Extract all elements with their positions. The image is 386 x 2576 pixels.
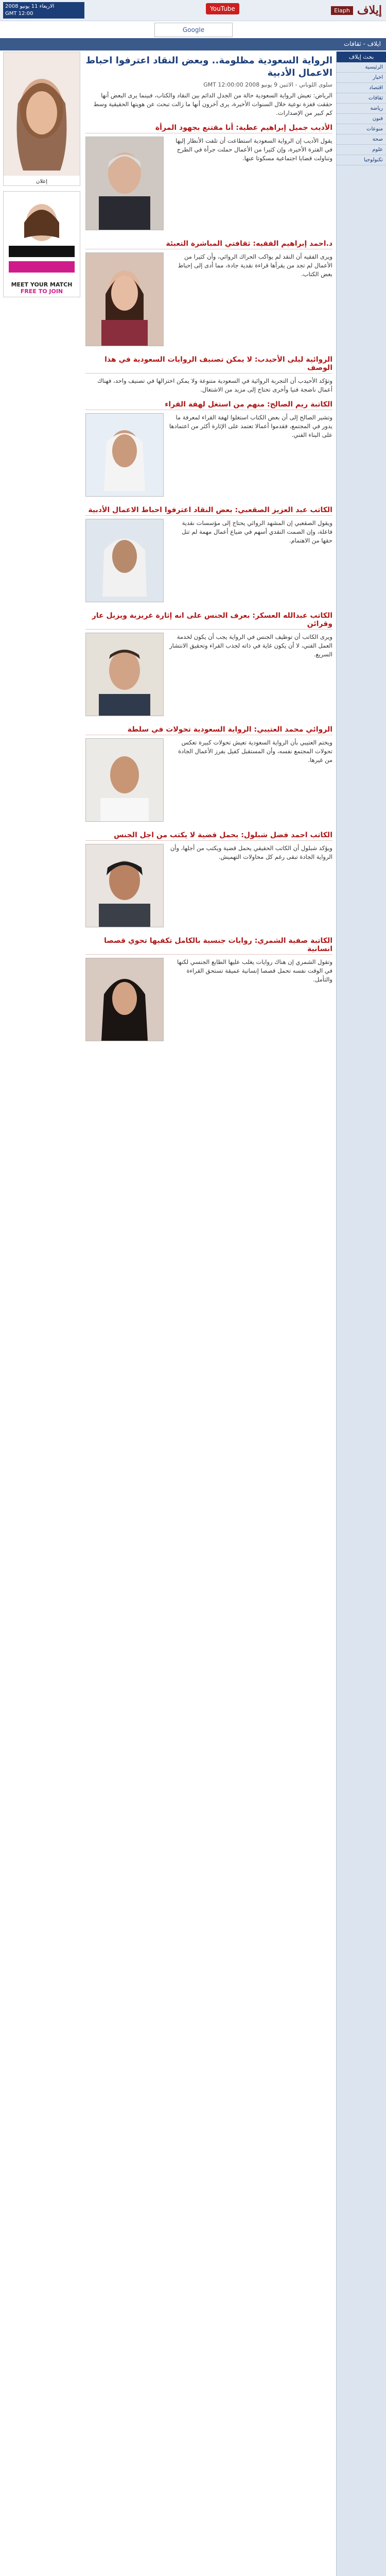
sidebar-item[interactable]: الرئيسية — [337, 62, 386, 73]
sidebar-head: بحث إيلاف — [337, 52, 386, 62]
article-meta: سلوى اللوباني - الاثنين 9 يونيو 2008 GMT 12:00:00 — [203, 81, 332, 88]
article-paragraph: ويختم العتيبي بأن الرواية السعودية تعيش تحولات كبيرة تعكس تحولات المجتمع نفسه، وأن المستقبل كفيل بفرز الأعمال الجادة من غيرها. — [178, 739, 332, 764]
article-paragraph: ويؤكد شبلول أن الكاتب الحقيقي يحمل قضية ويكتب من أجلها، وأن الرواية الجادة تبقى رغم كل محاولات التهميش. — [170, 844, 332, 860]
section-heading: الكاتبة ريم الصالح: منهم من استغل لهفة القراء — [85, 400, 332, 410]
author-photo — [85, 738, 164, 822]
section-heading: الكاتب احمد فضل شبلول: بحمل قضية لا يكتب من اجل الجنس — [85, 831, 332, 841]
sidebar-item[interactable]: تكنولوجيا — [337, 155, 386, 165]
ad-dating-image — [4, 192, 80, 279]
ad-woman-portrait[interactable] — [3, 52, 80, 186]
sidebar — [336, 52, 386, 2576]
section-heading: الروائي محمد العتيبي: الرواية السعودية تحولات في سلطة — [85, 725, 332, 735]
sidebar-item[interactable]: منوعات — [337, 124, 386, 134]
google-search-box[interactable]: Google — [154, 23, 233, 37]
ad-woman-portrait-image — [4, 52, 80, 176]
author-photo — [85, 519, 164, 602]
article-paragraph: ويقول الصقعبي إن المشهد الروائي يحتاج إلى مؤسسات نقدية فاعلة، وإن الصمت النقدي أسهم في ضياع أعمال مهمة لم تنل حقها من الاهتمام. — [182, 519, 332, 544]
brand-logo: إيلاف — [357, 4, 382, 17]
author-photo — [85, 633, 164, 716]
sidebar-item[interactable]: علوم — [337, 145, 386, 155]
sidebar-item[interactable]: ثقافات — [337, 93, 386, 104]
section-heading: الكاتبة صفية الشمري: روايات جنسية بالكامل تكفيها تحوي قصصا انسانية — [85, 937, 332, 955]
article-paragraph: الرياض: تعيش الرواية السعودية حالة من الجدل الدائم بين النقاد والكتاب، فبينما يرى البعض أنها حققت قفزة نوعية خلال السنوات الأخيرة، يرى آخرون أنها ما زالت تبحث عن هويتها الحقيقية وسط كم كبير من الإصدارات. — [93, 92, 332, 116]
article-paragraph: وتشير الصالح إلى أن بعض الكتاب استغلوا لهفة القراء لمعرفة ما يدور في المجتمع، فقدموا أعمالا تعتمد على الإثارة أكثر من اعتمادها على البناء الفني. — [169, 414, 332, 438]
date-line-2: GMT 12:00 — [5, 11, 33, 16]
article-title: الرواية السعودية مظلومة.. وبعض النقاد اعترفوا احباط الاعمال الأدبية — [85, 55, 332, 78]
author-photo — [85, 958, 164, 1041]
article-paragraph: وتؤكد الأحيدب أن التجربة الروائية في السعودية متنوعة ولا يمكن اختزالها في تصنيف واحد، فهناك أعمال ناضجة فنيا وأخرى تحتاج إلى مزيد من الاشتغال. — [97, 377, 332, 393]
sidebar-item[interactable]: فنون — [337, 114, 386, 124]
top-bar — [0, 0, 386, 21]
sidebar-item[interactable]: اقتصاد — [337, 83, 386, 93]
article — [85, 52, 332, 1044]
article-paragraph: ويرى الفقيه أن النقد لم يواكب الحراك الروائي، وأن كثيرا من الأعمال لم تجد من يقرأها قراءة نقدية جادة، مما أدى إلى إحباط بعض الكتاب. — [178, 253, 332, 278]
section-heading: الأديب جميل إبراهيم عطية: أنا مقتنع بجهود المرأة — [85, 124, 332, 133]
brand[interactable] — [331, 2, 382, 19]
sidebar-item[interactable]: رياضة — [337, 104, 386, 114]
youtube-logo[interactable]: YouTube — [206, 3, 239, 14]
sidebar-item[interactable]: صحة — [337, 134, 386, 145]
brand-latin: Elaph — [331, 6, 353, 15]
author-photo — [85, 844, 164, 927]
article-paragraph: وتقول الشمري إن هناك روايات يغلب عليها الطابع الجنسي لكنها في الوقت نفسه تحمل قصصا إنسانية عميقة تستحق القراءة والتأمل. — [177, 958, 332, 983]
author-photo — [85, 137, 164, 230]
ad-2-top-text: MEET YOUR MATCH — [11, 281, 73, 288]
author-photo — [85, 252, 164, 346]
section-heading: الكاتب عبدالله العسكر: بعرف الجنس على انه إثارة غريزية ويزيل عار وقرائن — [85, 612, 332, 630]
nav-bar — [0, 38, 386, 50]
ad-2-bottom-text: FREE TO JOIN — [20, 288, 63, 295]
ads-column — [3, 52, 80, 302]
section-heading: الكاتب عبد العزيز الصقعبي: بعض النقاد اعترفوا احباط الاعمال الأدبية — [85, 506, 332, 516]
sidebar-item[interactable]: اخبار — [337, 73, 386, 83]
article-paragraph: يقول الأديب إن الرواية السعودية استطاعت أن تلفت الأنظار إليها في الفترة الأخيرة، وإن كثيرا من الأعمال حملت جرأة في الطرح وتناولت قضايا اجتماعية مسكوتا عنها. — [176, 137, 332, 162]
section-heading: د.احمد إبراهيم الفقيه: ثقافتي المباشرة التعبئة — [85, 240, 332, 249]
section-heading: الروائية ليلى الأحيدب: لا يمكن تصنيف الروايات السعودية في هذا الوصف — [85, 355, 332, 374]
date-line-1: الاربعاء 11 يونيو 2008 — [5, 4, 55, 9]
ad-dating[interactable] — [3, 191, 80, 297]
article-paragraph: ويرى الكاتب أن توظيف الجنس في الرواية يجب أن يكون لخدمة العمل الفني، لا أن يكون غاية في ذاته لجذب القراء وتحقيق الانتشار السريع. — [169, 633, 332, 658]
breadcrumb[interactable]: ايلاف - ثقافات — [344, 40, 381, 47]
date-box — [3, 2, 84, 19]
author-photo — [85, 413, 164, 497]
ad-1-caption: إعلان — [36, 179, 48, 184]
